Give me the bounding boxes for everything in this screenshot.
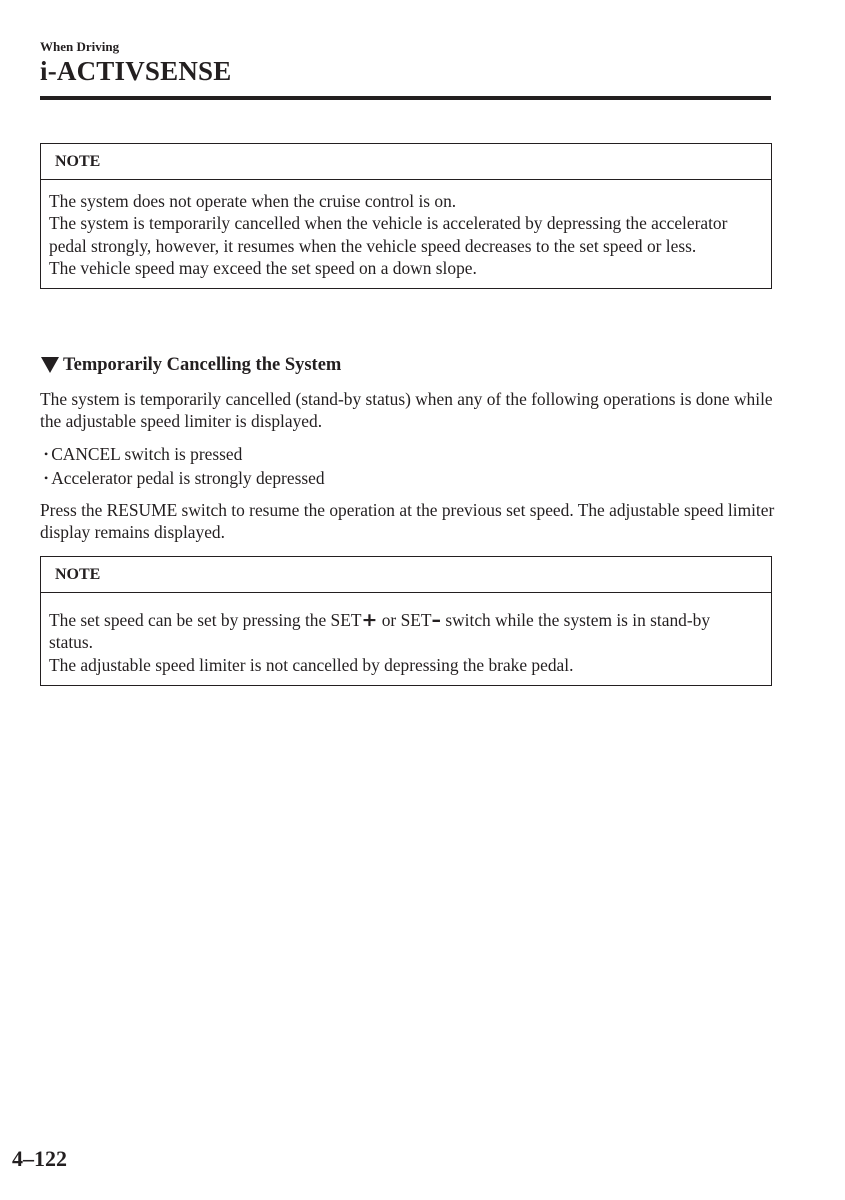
note-line: The system is temporarily cancelled when the vehicle is accelerated by depressing the accelerator pedal strongly, however, it resumes when the vehicle speed decreases to the set speed or less.	[49, 213, 728, 256]
note-box-2	[40, 556, 772, 686]
note-line: The adjustable speed limiter is not cancelled by depressing the brake pedal.	[49, 654, 574, 675]
note-line: The vehicle speed may exceed the set speed on a down slope.	[49, 257, 477, 278]
header-rule	[40, 96, 771, 100]
plus-icon: +	[361, 609, 378, 631]
note-body	[41, 180, 771, 288]
note-text: switch while the system is in stand-by status.	[49, 610, 711, 653]
subsection-heading-text: Temporarily Cancelling the System	[63, 355, 342, 375]
note-text: The set speed can be set by pressing the SET	[49, 610, 362, 630]
note-box-1	[40, 143, 772, 289]
bullet-item: • Accelerator pedal is strongly depressed	[44, 467, 325, 491]
note-heading: NOTE	[41, 557, 771, 593]
note-line	[49, 609, 757, 654]
bullet-item: • CANCEL switch is pressed	[44, 443, 325, 467]
note-heading: NOTE	[41, 144, 771, 180]
note-line: The system does not operate when the cruise control is on.	[49, 191, 457, 211]
page-title: i-ACTIVSENSE	[40, 56, 232, 86]
resume-paragraph: Press the RESUME switch to resume the operation at the previous set speed. The adjustable speed limiter display remains displayed.	[40, 500, 775, 543]
minus-icon: –	[431, 609, 441, 631]
subsection-heading	[40, 353, 341, 377]
note-body	[41, 593, 771, 685]
intro-paragraph: The system is temporarily cancelled (stand-by status) when any of the following operations is done while the adjustable speed limiter is displayed.	[40, 389, 773, 432]
section-label: When Driving	[40, 39, 120, 54]
running-header	[40, 39, 119, 55]
note-text: or SET	[377, 610, 432, 630]
page-number: 4–122	[12, 1146, 67, 1171]
triangle-down-icon	[41, 357, 59, 373]
bullet-list	[44, 443, 325, 492]
